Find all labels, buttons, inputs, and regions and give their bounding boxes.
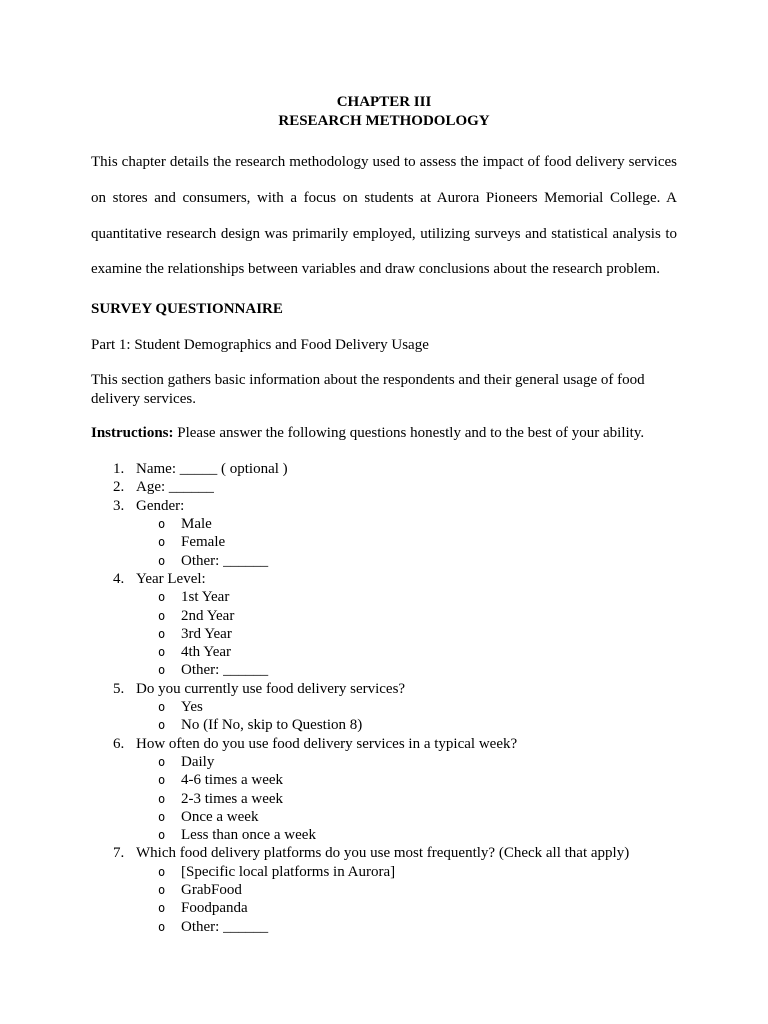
option-item: o Once a week	[136, 808, 677, 826]
question-item	[91, 735, 677, 845]
survey-title: SURVEY QUESTIONNAIRE	[91, 301, 283, 318]
question-number: 2.	[113, 479, 125, 496]
chapter-number: CHAPTER III	[336, 94, 432, 110]
option-item: o 3rd Year	[136, 625, 677, 643]
option-list	[136, 753, 677, 844]
option-item: o Other: ______	[136, 661, 677, 679]
option-list	[136, 588, 677, 679]
option-item: o Foodpanda	[136, 899, 677, 917]
question-item	[91, 680, 677, 735]
question-number: 5.	[113, 680, 125, 697]
instructions	[91, 424, 677, 443]
option-list	[136, 515, 677, 570]
option-item: o Other: ______	[136, 552, 677, 570]
instructions-label: Instructions:	[91, 425, 174, 442]
question-number: 7.	[113, 845, 125, 862]
question-item	[91, 460, 677, 478]
question-number: 3.	[113, 497, 125, 514]
intro-paragraph: This chapter details the research methodology used to assess the impact of food delivery services on stores and consumers, with a focus on students at Aurora Pioneers Memorial College. A quantitative research design was primarily employed, utilizing surveys and statistical analysis to examine the relationships between variables and draw conclusions about the research problem.	[91, 154, 677, 278]
option-item: o 1st Year	[136, 588, 677, 606]
option-item: o Daily	[136, 753, 677, 771]
option-item: o 4th Year	[136, 643, 677, 661]
question-text: Which food delivery platforms do you use most frequently? (Check all that apply)	[136, 845, 630, 862]
option-item: o Other: ______	[136, 918, 677, 936]
option-item: o 2nd Year	[136, 607, 677, 625]
option-list	[136, 698, 677, 735]
question-text: Year Level:	[136, 570, 206, 587]
option-item: o Female	[136, 533, 677, 551]
question-number: 1.	[113, 461, 125, 478]
option-item: o 2-3 times a week	[136, 790, 677, 808]
option-item: o 4-6 times a week	[136, 771, 677, 789]
question-item	[91, 478, 677, 496]
option-item: o Less than once a week	[136, 826, 677, 844]
option-item: o Male	[136, 515, 677, 533]
question-text: Name: _____ ( optional )	[136, 461, 288, 478]
question-item	[91, 570, 677, 680]
section-description: This section gathers basic information about the respondents and their general usage of food delivery services.	[91, 372, 645, 407]
instructions-text: Please answer the following questions honestly and to the best of your ability.	[173, 425, 645, 442]
question-text: Age: ______	[136, 479, 214, 496]
question-item	[91, 497, 677, 570]
question-number: 6.	[113, 735, 125, 752]
option-list	[136, 863, 677, 936]
option-item: o No (If No, skip to Question 8)	[136, 716, 677, 734]
question-text: How often do you use food delivery services in a typical week?	[136, 735, 518, 752]
question-number: 4.	[113, 570, 125, 587]
part-title: Part 1: Student Demographics and Food Delivery Usage	[91, 337, 429, 354]
chapter-title: RESEARCH METHODOLOGY	[278, 113, 490, 129]
question-text: Do you currently use food delivery services?	[136, 680, 406, 697]
question-list	[91, 460, 677, 936]
question-item	[91, 844, 677, 935]
option-item: o Yes	[136, 698, 677, 716]
option-item: o GrabFood	[136, 881, 677, 899]
question-text: Gender:	[136, 497, 185, 514]
option-item: o [Specific local platforms in Aurora]	[136, 863, 677, 881]
